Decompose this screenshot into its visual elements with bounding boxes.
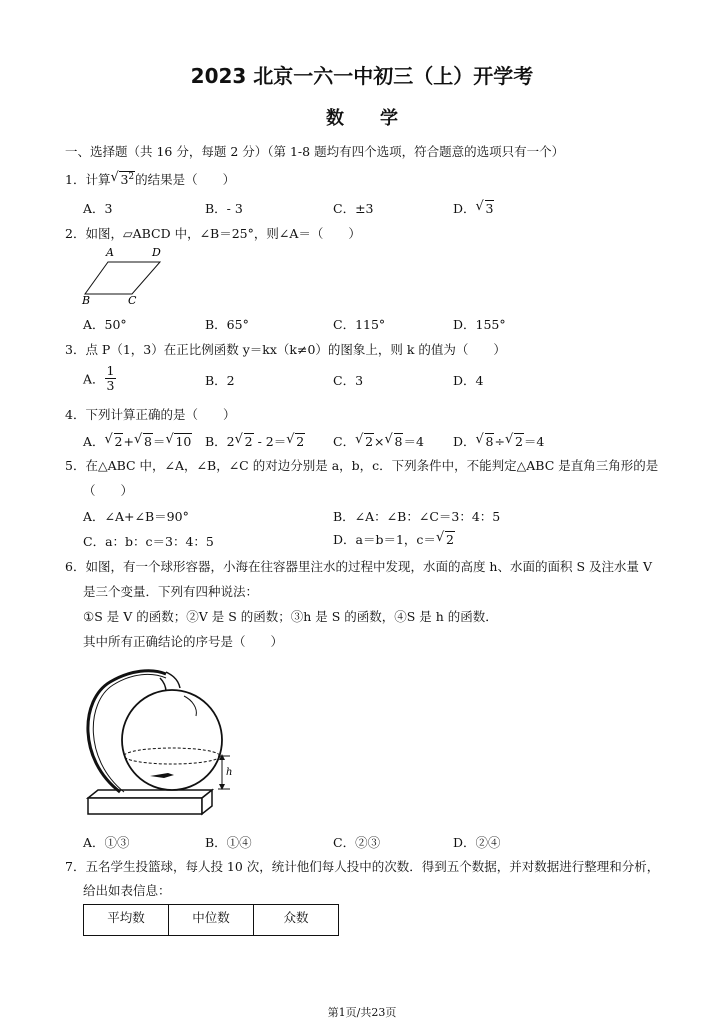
table-header-cell: 平均数 [84, 905, 169, 936]
q4-option-b: B．2√ 2 - 2＝√ 2 [205, 432, 305, 450]
q3-option-a: A． $\frac{1}{3}$ [83, 363, 115, 393]
q5-option-a: A．∠A+∠B＝90° [83, 509, 189, 524]
q1-option-d: D．√ 3 [453, 199, 494, 217]
label-b: B [82, 294, 91, 306]
q4-option-c: C．√ 2×√ 8＝4 [333, 432, 424, 450]
label-h: h [226, 767, 233, 778]
q5-option-b: B．∠A：∠B：∠C＝3：4：5 [333, 509, 501, 524]
question-1-stem: 1．计算√ $3^2$的结果是（ ） [65, 170, 235, 188]
q2-option-d: D．155° [453, 317, 506, 332]
question-5-stem: 5．在△ABC 中，∠A，∠B，∠C 的对边分别是 a，b，c．下列条件中，不能判定△ABC 是直角三角形的是 [65, 458, 659, 473]
question-6-stem-4: 其中所有正确结论的序号是（ ） [83, 634, 284, 649]
question-7-stem-1: 7．五名学生投篮球，每人投 10 次，统计他们每人投中的次数．得到五个数据，并对数据进行整理和分析， [65, 859, 660, 874]
page-footer: 第1页/共23页 [327, 1006, 397, 1019]
label-d: D [152, 246, 161, 259]
table-header-cell: 众数 [254, 905, 339, 936]
subject-title: 数学 [326, 108, 434, 129]
q5-option-c: C．a：b：c＝3：4：5 [83, 534, 214, 549]
spherical-flask-figure [80, 660, 240, 822]
page-title: 2023 北京一六一中初三（上）开学考 [190, 64, 534, 88]
section-heading: 一、选择题（共 16 分，每题 2 分）（第 1-8 题均有四个选项，符合题意的选项只有一个） [65, 144, 565, 159]
q5-answer-blank: （ ） [83, 483, 134, 498]
q4-option-a: A．√ 2+√ 8＝√ 10 [83, 432, 192, 450]
statistics-table [83, 904, 339, 936]
label-a: A [106, 246, 114, 259]
q1-option-b: B．- 3 [205, 201, 243, 216]
parallelogram-figure [80, 244, 170, 306]
q3-option-b: B．2 [205, 373, 235, 388]
question-6-stem-3: ①S 是 V 的函数；②V 是 S 的函数；③h 是 S 的函数，④S 是 h 的函数． [83, 609, 498, 624]
q3-option-d: D．4 [453, 373, 484, 388]
q3-option-c: C．3 [333, 373, 364, 388]
q6-option-b: B．①④ [205, 835, 252, 850]
q6-option-d: D．②④ [453, 835, 501, 850]
table-header-cell: 中位数 [169, 905, 254, 936]
question-7-stem-2: 给出如表信息： [83, 883, 171, 898]
q4-option-d: D．√ 8÷√ 2＝4 [453, 432, 544, 450]
table-row [84, 905, 339, 936]
question-2-stem: 2．如图，▱ABCD 中，∠B＝25°，则∠A＝（ ） [65, 226, 361, 241]
q1-option-a: A．3 [83, 201, 113, 216]
question-6-stem-1: 6．如图，有一个球形容器，小海在往容器里注水的过程中发现，水面的高度 h、水面的面积 S 及注水量 V [65, 559, 652, 574]
q6-option-a: A．①③ [83, 835, 130, 850]
q2-option-a: A．50° [83, 317, 127, 332]
label-c: C [128, 294, 137, 306]
q1-option-c: C．±3 [333, 201, 374, 216]
q5-option-d: D．a＝b＝1，c＝√ 2 [333, 530, 455, 548]
q2-option-c: C．115° [333, 317, 386, 332]
q2-option-b: B．65° [205, 317, 249, 332]
question-4-stem: 4．下列计算正确的是（ ） [65, 407, 236, 422]
question-6-stem-2: 是三个变量．下列有四种说法： [83, 584, 259, 599]
question-3-stem: 3．点 P（1，3）在正比例函数 y＝kx（k≠0）的图象上，则 k 的值为（ ） [65, 342, 506, 357]
q6-option-c: C．②③ [333, 835, 381, 850]
